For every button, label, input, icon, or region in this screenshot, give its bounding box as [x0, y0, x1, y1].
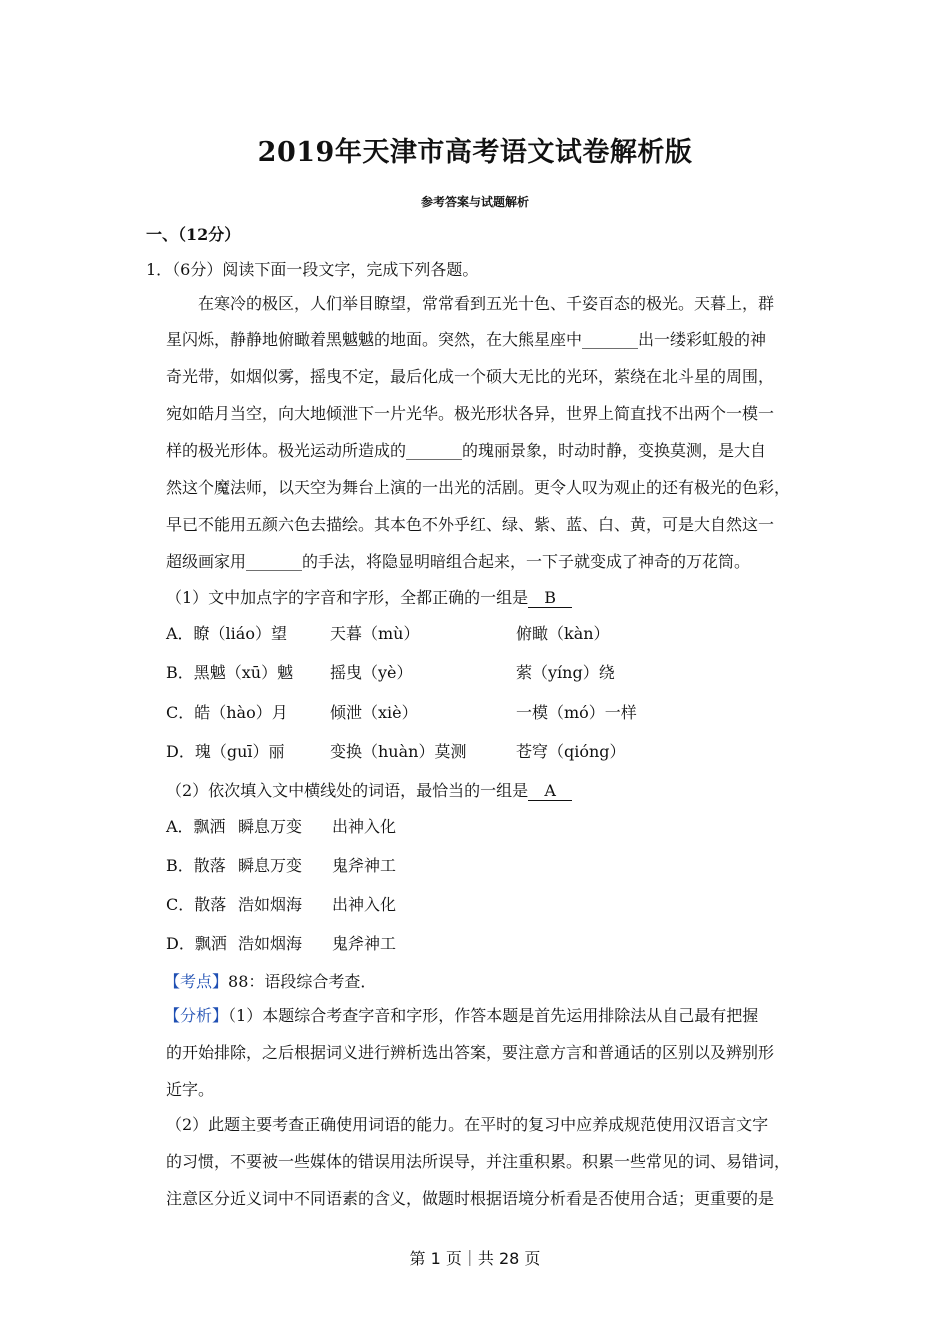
option-row-c-2	[330, 700, 418, 723]
sub-question-2-prompt: （2）依次填入文中横线处的词语，最恰当的一组是	[166, 781, 529, 800]
fenxi-line: 的开始排除，之后根据词义进行辨析选出答案，要注意方言和普通话的区别以及辨别形	[166, 1043, 775, 1062]
option-row-b-2	[330, 660, 413, 683]
section-heading: 一、（12分）	[146, 225, 241, 244]
option-row-b-3	[516, 660, 615, 683]
option-text: D．瑰（guī）丽	[166, 742, 285, 761]
option-row-a	[166, 621, 287, 644]
fenxi-line: 近字。	[166, 1080, 215, 1099]
option2-d-1: D．飘洒	[166, 934, 227, 953]
passage-line: 宛如皓月当空，向大地倾泄下一片光华。极光形状各异，世界上简直找不出两个一模一	[166, 404, 775, 423]
option-text: 俯瞰（kàn）	[516, 624, 610, 643]
fenxi-text: （1）本题综合考查字音和字形，作答本题是首先运用排除法从自己最有把握	[228, 1006, 759, 1025]
passage-line: 样的极光形体。极光运动所造成的_______的瑰丽景象，时动时静，变换莫测，是大自	[166, 441, 767, 460]
passage-line: 奇光带，如烟似雾，摇曳不定，最后化成一个硕大无比的光环，萦绕在北斗星的周围，	[166, 367, 775, 386]
option-row-b	[166, 660, 293, 683]
option2-a-2: 瞬息万变	[238, 817, 303, 836]
option-row-a-2	[330, 621, 419, 644]
option2-d-3: 鬼斧神工	[332, 934, 397, 953]
page-footer: 第 1 页｜共 28 页	[409, 1249, 541, 1268]
sub-question-1-prompt: （1）文中加点字的字音和字形，全都正确的一组是	[166, 588, 529, 607]
sub-question-1	[166, 585, 572, 608]
option2-a-1: A．飘洒	[166, 817, 226, 836]
option-text: 天暮（mù）	[330, 624, 420, 643]
analysis-line: 注意区分近义词中不同语素的含义，做题时根据语境分析看是否使用合适；更重要的是	[166, 1189, 775, 1208]
passage-line: 超级画家用_______的手法，将隐显明暗组合起来，一下子就变成了神奇的万花筒。	[166, 552, 751, 571]
option-row-d	[166, 739, 285, 762]
kaodian-tag: 【考点】	[164, 972, 229, 991]
option-row-a-3	[516, 621, 610, 644]
option2-b-3: 鬼斧神工	[332, 856, 397, 875]
option-text: 萦（yíng）绕	[516, 663, 615, 682]
option2-a-3: 出神入化	[332, 817, 397, 836]
question-stem: 1．（6分）阅读下面一段文字，完成下列各题。	[146, 260, 479, 279]
option-text: A．瞭（liáo）望	[166, 624, 287, 643]
option-row-c-3	[516, 700, 637, 723]
fenxi-line	[164, 1003, 758, 1026]
sub-question-2	[166, 778, 572, 801]
option2-c-2: 浩如烟海	[238, 895, 303, 914]
fenxi-tag: 【分析】	[164, 1006, 229, 1025]
option-text: C．皓（hào）月	[166, 703, 288, 722]
option-text: 一模（mó）一样	[516, 703, 637, 722]
sub-question-1-answer: B	[528, 589, 572, 608]
option-text: 苍穹（qióng）	[516, 742, 626, 761]
option-row-d-3	[516, 739, 626, 762]
page-title: 2019年天津市高考语文试卷解析版	[257, 137, 693, 168]
option-text: 倾泄（xiè）	[330, 703, 418, 722]
option2-c-1: C．散落	[166, 895, 227, 914]
option2-b-1: B．散落	[166, 856, 226, 875]
passage-line: 早已不能用五颜六色去描绘。其本色不外乎红、绿、紫、蓝、白、黄，可是大自然这一	[166, 515, 775, 534]
analysis-line: 的习惯，不要被一些媒体的错误用法所误导，并注重积累。积累一些常见的词、易错词，	[166, 1152, 791, 1171]
passage-line: 然这个魔法师，以天空为舞台上演的一出光的活剧。更令人叹为观止的还有极光的色彩，	[166, 478, 791, 497]
option-text: 摇曳（yè）	[330, 663, 413, 682]
option2-d-2: 浩如烟海	[238, 934, 303, 953]
option2-c-3: 出神入化	[332, 895, 397, 914]
option-row-c	[166, 700, 288, 723]
kaodian-line	[164, 969, 376, 992]
option-text: 变换（huàn）莫测	[330, 742, 467, 761]
analysis-line: （2）此题主要考查正确使用词语的能力。在平时的复习中应养成规范使用汉语言文字	[166, 1115, 769, 1134]
kaodian-text: 88：语段综合考查．	[228, 972, 377, 991]
option2-b-2: 瞬息万变	[238, 856, 303, 875]
passage-line: 在寒冷的极区，人们举目瞭望，常常看到五光十色、千姿百态的极光。天暮上，群	[198, 294, 775, 313]
page-subtitle: 参考答案与试题解析	[420, 195, 529, 209]
option-text: B．黑魆（xū）魆	[166, 663, 294, 682]
option-row-d-2	[330, 739, 466, 762]
sub-question-2-answer: A	[528, 782, 572, 801]
passage-line: 星闪烁，静静地俯瞰着黑魆魆的地面。突然，在大熊星座中_______出一缕彩虹般的神	[166, 330, 767, 349]
